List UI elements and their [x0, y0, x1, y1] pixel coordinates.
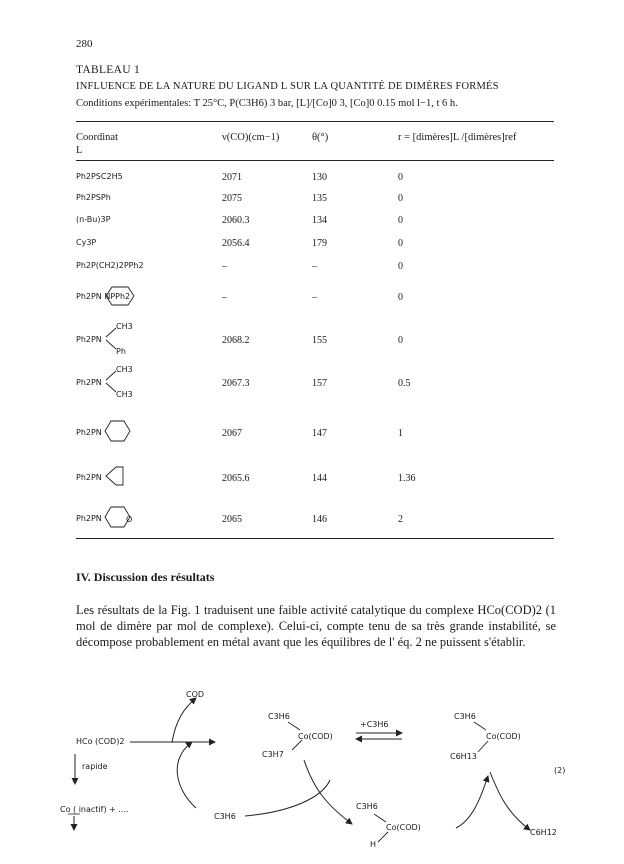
r-cell: 0	[398, 292, 403, 303]
nu-cell: 2065	[222, 514, 242, 525]
scheme-co-cod-c: Co(COD)	[386, 823, 421, 832]
page-number: 280	[76, 38, 93, 50]
scheme-equation-number: (2)	[554, 766, 566, 775]
nu-cell: 2067	[222, 428, 242, 439]
header-ligand-sub: L	[76, 145, 83, 156]
table-row	[0, 238, 624, 252]
ligand-cell: Ph2PN	[76, 473, 102, 482]
scheme-co-cod-b: Co(COD)	[486, 732, 521, 741]
substituent-top: CH3	[116, 365, 133, 374]
theta-cell: 134	[312, 215, 327, 226]
r-cell: 2	[398, 514, 403, 525]
table-row	[0, 514, 624, 528]
ligand-cell: Ph2PN NPPh2	[76, 292, 131, 301]
scheme-co-inactive: Co ( inactif) + ....	[60, 805, 129, 814]
substituent-bottom: CH3	[116, 390, 133, 399]
header-nu: ν(CO)(cm−1)	[222, 132, 280, 143]
theta-cell: 157	[312, 378, 327, 389]
reaction-scheme-arrows	[60, 680, 570, 860]
table-header-rule	[76, 160, 554, 161]
theta-cell: 146	[312, 514, 327, 525]
theta-cell: –	[312, 292, 317, 303]
section-title: IV. Discussion des résultats	[76, 570, 215, 584]
amine-bonds	[104, 325, 120, 355]
table-row	[0, 428, 624, 442]
theta-cell: 155	[312, 335, 327, 346]
ligand-cell: Cy3P	[76, 238, 97, 247]
r-cell: 1.36	[398, 473, 416, 484]
scheme-c6h13: C6H13	[450, 752, 477, 761]
theta-cell: 147	[312, 428, 327, 439]
ligand-cell: (n-Bu)3P	[76, 215, 111, 224]
theta-cell: –	[312, 261, 317, 272]
scheme-c3h6-c: C3H6	[356, 802, 378, 811]
scheme-c3h6-b: C3H6	[454, 712, 476, 721]
r-cell: 0	[398, 172, 403, 183]
scheme-c6h12: C6H12	[530, 828, 557, 837]
azetidine-ring-structure	[103, 463, 127, 489]
ligand-cell: Ph2PSPh	[76, 193, 111, 202]
ligand-cell: Ph2P(CH2)2PPh2	[76, 261, 144, 270]
substituent-top: CH3	[116, 322, 133, 331]
scheme-rapide: rapide	[82, 762, 108, 771]
scheme-c3h7: C3H7	[262, 750, 284, 759]
nu-cell: –	[222, 261, 227, 272]
theta-cell: 144	[312, 473, 327, 484]
r-cell: 1	[398, 428, 403, 439]
header-theta: θ(°)	[312, 132, 329, 143]
nu-cell: 2067.3	[222, 378, 250, 389]
ligand-cell: Ph2PSC2H5	[76, 172, 123, 181]
r-cell: 0	[398, 215, 403, 226]
scheme-c3h6-a: C3H6	[268, 712, 290, 721]
table-title: INFLUENCE DE LA NATURE DU LIGAND L SUR LA QUANTITÉ DE DIMÈRES FORMÉS	[76, 81, 499, 92]
table-label: TABLEAU 1	[76, 64, 141, 76]
table-row	[0, 335, 624, 349]
table-row	[0, 473, 624, 487]
piperidine-ring-structure	[102, 417, 136, 447]
nu-cell: 2065.6	[222, 473, 250, 484]
r-cell: 0.5	[398, 378, 411, 389]
table-row	[0, 172, 624, 186]
substituent-bottom: Ph	[116, 347, 126, 356]
r-cell: 0	[398, 335, 403, 346]
table-bottom-rule	[76, 538, 554, 539]
table-conditions: Conditions expérimentales: T 25°C, P(C3H6) 3 bar, [L]/[Co]0 3, [Co]0 0.15 mol l−1, t 6 h.	[76, 98, 458, 109]
scheme-c3h6-loop: C3H6	[214, 812, 236, 821]
table-row	[0, 292, 624, 306]
scheme-start-complex: HCo (COD)2	[76, 737, 125, 746]
table-row	[0, 261, 624, 275]
nu-cell: 2068.2	[222, 335, 250, 346]
r-cell: 0	[398, 261, 403, 272]
scheme-h: H	[370, 840, 377, 849]
theta-cell: 135	[312, 193, 327, 204]
scheme-co-cod-a: Co(COD)	[298, 732, 333, 741]
nu-cell: 2056.4	[222, 238, 250, 249]
table-row	[0, 378, 624, 392]
table-row	[0, 193, 624, 207]
amine-bonds	[104, 368, 120, 398]
scheme-plus-c3h6: +C3H6	[360, 720, 389, 729]
header-ligand: Coordinat	[76, 132, 118, 143]
nu-cell: –	[222, 292, 227, 303]
header-r: r = [dimères]L /[dimères]ref	[398, 132, 517, 143]
ligand-cell: Ph2PN	[76, 514, 102, 523]
ligand-cell: Ph2PN	[76, 378, 102, 387]
nu-cell: 2071	[222, 172, 242, 183]
nu-cell: 2075	[222, 193, 242, 204]
theta-cell: 179	[312, 238, 327, 249]
scheme-cod: COD	[186, 690, 205, 699]
r-cell: 0	[398, 193, 403, 204]
r-cell: 0	[398, 238, 403, 249]
ligand-cell: Ph2PN	[76, 335, 102, 344]
nu-cell: 2060.3	[222, 215, 250, 226]
table-row	[0, 215, 624, 229]
ligand-cell: Ph2PN	[76, 428, 102, 437]
piperazine-ring-structure	[100, 283, 140, 311]
ring-oxygen-label: O	[126, 515, 133, 524]
discussion-paragraph: Les résultats de la Fig. 1 traduisent une faible activité catalytique du complexe HCo(COD)2 (1 mol de dimère par mol de complexe). Celui-ci, compte tenu de sa très grande instabilité, se décompose probablement en métal avant que les équilibres de l' éq. 2 ne puissent s'établir.	[76, 603, 556, 649]
theta-cell: 130	[312, 172, 327, 183]
table-top-rule	[76, 121, 554, 122]
